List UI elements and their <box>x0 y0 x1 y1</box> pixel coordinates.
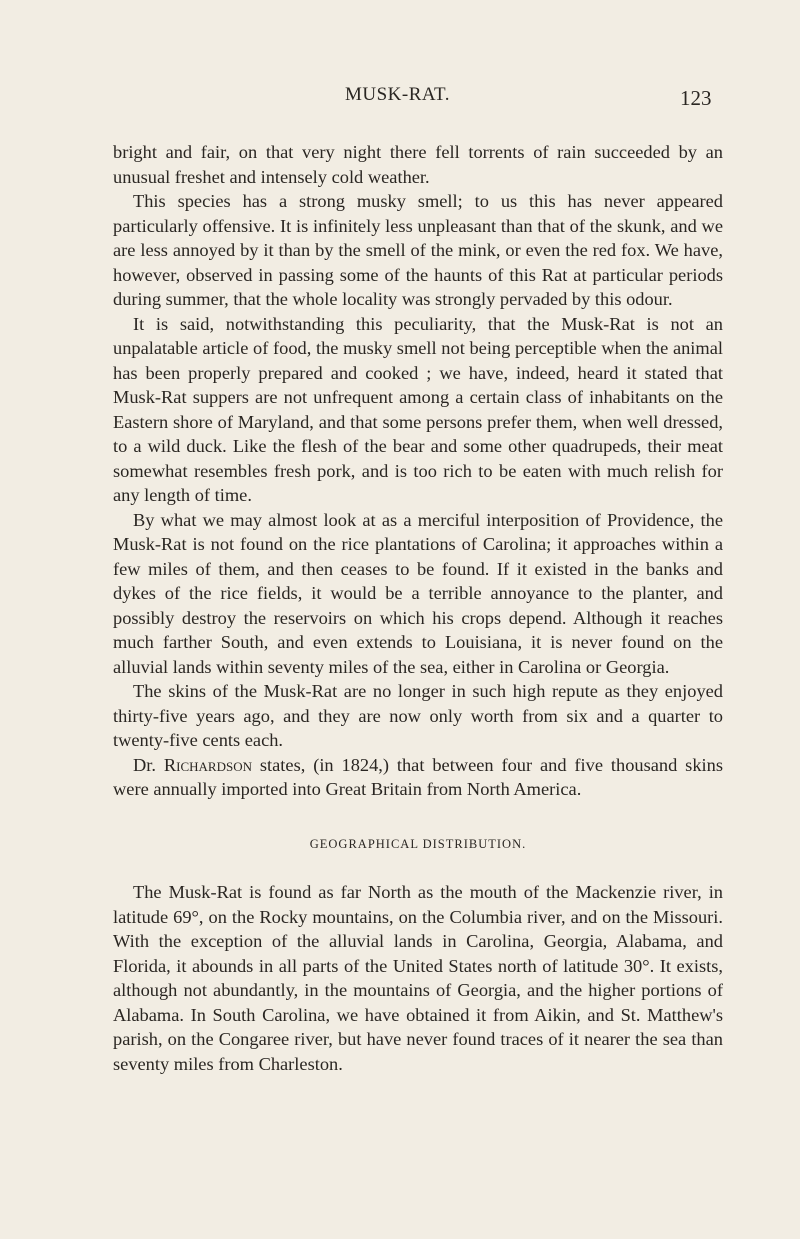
paragraph-2: This species has a strong musky smell; to us this has never appeared particularly offensive. It is infinitely less unpleasant than that of the skunk, and we are less annoyed by it than by the smell of the mink, or even the red fox. We have, however, observed in passing some of the haunts of this Rat at particular periods during summer, that the whole locality was strongly pervaded by this odour. <box>113 191 723 309</box>
paragraph-7: The Musk-Rat is found as far North as the mouth of the Mackenzie river, in latitude 69°, on the Rocky mountains, on the Columbia river, and on the Missouri. With the exception of the alluvial lands in Carolina, Georgia, Alabama, and Florida, it abounds in all parts of the United States north of latitude 30°. It exists, although not abundantly, in the mountains of Georgia, and the higher portions of Alabama. In South Carolina, we have obtained it from Aikin, and St. Matthew's parish, on the Congaree river, but have never found traces of it nearer the sea than seventy miles from Charleston. <box>113 882 723 1074</box>
paragraph-5: The skins of the Musk-Rat are no longer in such high repute as they enjoyed thirty-five years ago, and they are now only worth from six and a quarter to twenty-five cents each. <box>113 681 723 750</box>
running-title: MUSK-RAT. <box>345 84 450 105</box>
paragraph-6-rest: states, (in 1824,) that between four and five thousand skins were annually imported into Great Britain from North America. <box>113 754 723 799</box>
body-text <box>113 140 723 1076</box>
paragraph-1: bright and fair, on that very night there fell torrents of rain succeeded by an unusual freshet and intensely cold weather. <box>113 142 723 187</box>
author-name: Richardson <box>163 754 252 775</box>
paragraph-6 <box>113 753 723 802</box>
paragraph-4: By what we may almost look at as a merciful interposition of Providence, the Musk-Rat is not found on the rice plantations of Carolina; it approaches within a few miles of them, and then ceases to be found. If it existed in the banks and dykes of the rice fields, it would be a terrible annoyance to the planter, and possibly destroy the reservoirs on which his crops depend. Although it reaches much farther South, and even extends to Louisiana, it is never found on the alluvial lands within seventy miles of the sea, either in Carolina or Georgia. <box>113 509 723 677</box>
paragraph-6-prefix: Dr. <box>133 754 164 775</box>
section-heading: GEOGRAPHICAL DISTRIBUTION. <box>309 836 527 851</box>
page-number: 123 <box>680 86 712 110</box>
paragraph-3: It is said, notwithstanding this peculiarity, that the Musk-Rat is not an unpalatable article of food, the musky smell not being perceptible when the animal has been properly prepared and cooked ; we have, indeed, heard it stated that Musk-Rat suppers are not unfrequent among a certain class of inhabitants on the Eastern shore of Maryland, and that some persons prefer them, when well dressed, to a wild duck. Like the flesh of the bear and some other quadrupeds, their meat somewhat resembles fresh pork, and is too rich to be eaten with much relish for any length of time. <box>113 313 723 505</box>
